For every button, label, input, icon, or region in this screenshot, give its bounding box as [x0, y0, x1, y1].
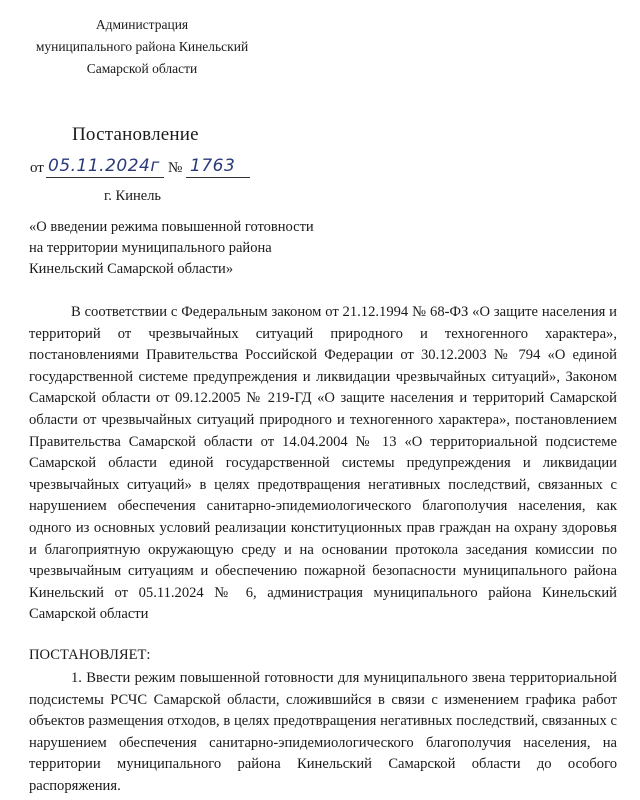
clause-1-text: 1. Ввести режим повышенной готовности для муниципального звена территориальной подсистемы РСЧС Самарской области, сложившийся в связи с изменением графика работ объектов размещения отходов, в целях предотвращения негативных последствий, связанных с нарушением обеспечения санитарно-эпидемиологического благополучия населения, на территории муниципального района Кинельский Самарской области до особого распоряжения. [29, 670, 617, 794]
subject-line-3: Кинельский Самарской области» [29, 261, 234, 277]
subject-block [29, 217, 389, 280]
date-underline [46, 177, 164, 178]
preamble-text: В соответствии с Федеральным законом от 21.12.1994 № 68-ФЗ «О защите населения и территорий от чрезвычайных ситуаций природного и техногенного характера», постановлениями Правительства Российской Федерации от 30.12.2003 № 794 «О единой государственной системе предупреждения и ликвидации чрезвычайных ситуаций», Законом Самарской области от 09.12.2005 № 219-ГД «О защите населения и территорий Самарской области от чрезвычайных ситуаций природного и техногенного характера», постановлением Правительства Самарской области от 14.04.2004 № 13 «О территориальной подсистеме Самарской области единой государственной системы предупреждения и ликвидации чрезвычайных ситуаций» в целях предотвращения негативных последствий, связанных с нарушением обеспечения санитарно-эпидемиологического благополучия населения, как одного из основных условий реализации конституционных прав граждан на охрану здоровья и благоприятную окружающую среду и на основании протокола заседания комиссии по чрезвычайным ситуациям и обеспечению пожарной безопасности муниципального района Кинельский от 05.11.2024 № 6, администрация муниципального района Кинельский Самарской области [29, 304, 617, 623]
subject-line-1: «О введении режима повышенной готовности [29, 219, 314, 235]
handwritten-number: 1763 [190, 156, 236, 176]
city-line: г. Кинель [104, 188, 162, 204]
from-label: от [30, 160, 44, 176]
document-title: Постановление [72, 124, 199, 145]
number-underline [186, 177, 250, 178]
issuer-line-2: муниципального района Кинельский [35, 39, 249, 54]
document-number-line [30, 156, 270, 180]
resolve-word: ПОСТАНОВЛЯЕТ: [29, 647, 151, 663]
number-label: № [168, 160, 183, 176]
handwritten-date: 05.11.2024г [48, 156, 160, 176]
issuer-header [22, 14, 262, 80]
subject-line-2: на территории муниципального района [29, 240, 272, 256]
issuer-line-1: Администрация [95, 17, 189, 32]
clause-1 [29, 668, 617, 798]
issuer-line-3: Самарской области [86, 61, 198, 76]
preamble-paragraph [29, 302, 617, 626]
